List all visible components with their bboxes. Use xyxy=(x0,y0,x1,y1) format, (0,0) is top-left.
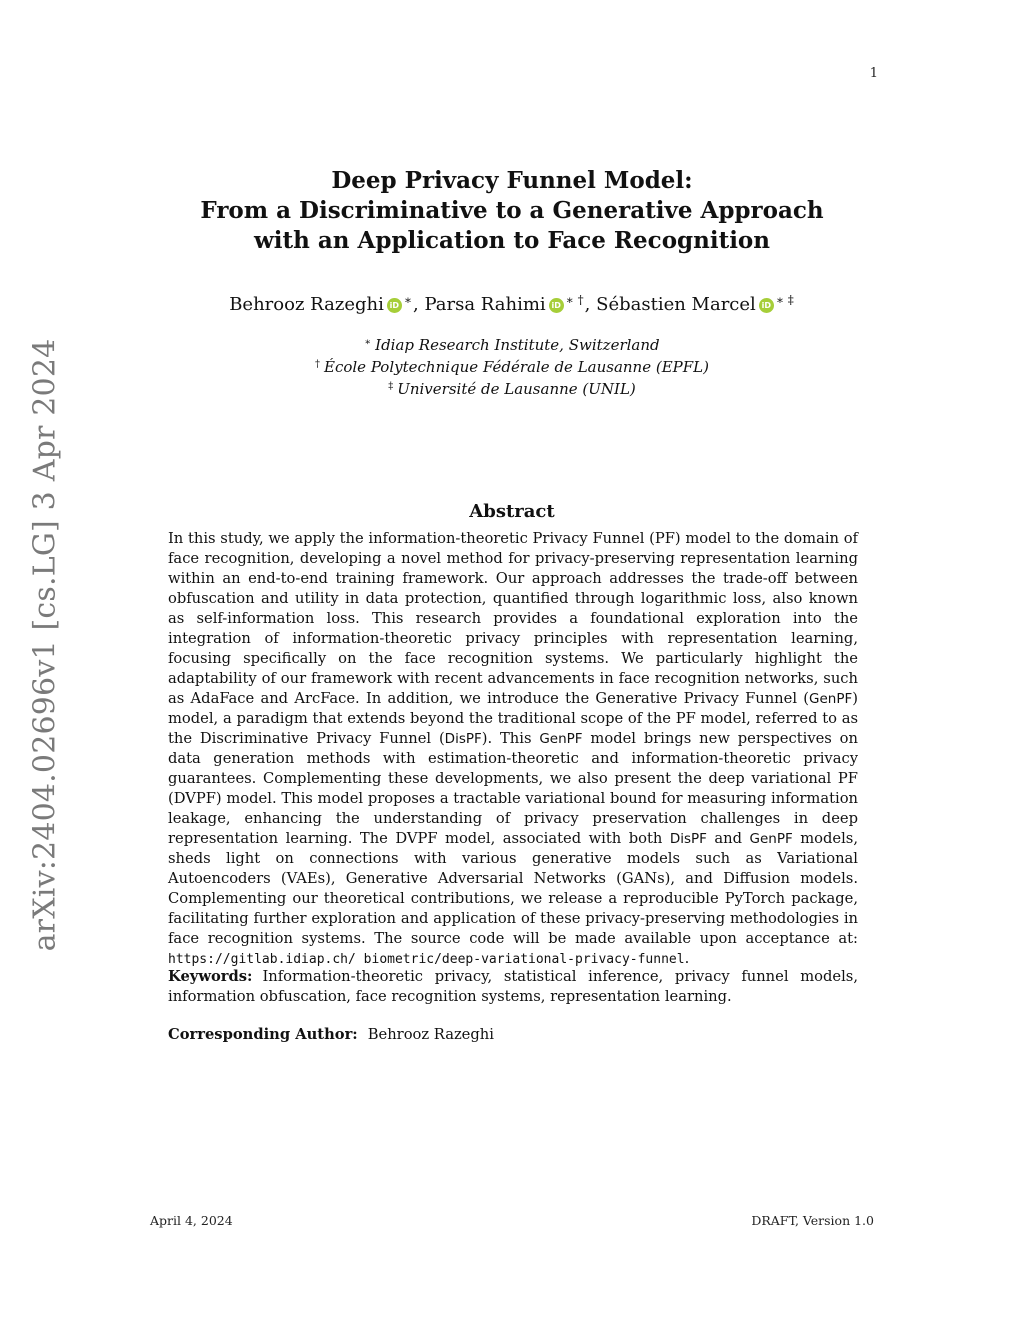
abstract-text: ) model, a paradigm that extends beyond the traditional scope of the PF model, referred to as the Discriminative Privacy Funnel ( xyxy=(168,690,858,747)
abstract-text: . xyxy=(684,950,690,967)
affiliation-text: École Polytechnique Fédérale de Lausanne (EPFL) xyxy=(324,358,709,376)
genpf-term: GenPF xyxy=(809,691,853,707)
abstract-text: models, sheds light on connections with various generative models such as Variational Autoencoders (VAEs), Generative Adversarial Networks (GANs), and Diffusion models. Complementing our theoretical contributions, we release a reproducible PyTorch package, facilitating further exploration and application of these privacy-preserving methodologies in face recognition systems. The source code will be made available upon acceptance at: xyxy=(168,830,859,947)
author-affiliation-mark: ∗ ‡ xyxy=(775,293,794,307)
keywords-section xyxy=(168,967,858,1007)
corresponding-author-section xyxy=(168,1026,858,1043)
author-separator: , xyxy=(584,294,597,315)
author-list xyxy=(150,293,874,315)
corresponding-author-name: Behrooz Razeghi xyxy=(367,1026,494,1043)
dispf-term: DisPF xyxy=(444,731,482,747)
paper-title xyxy=(150,166,874,256)
genpf-term: GenPF xyxy=(749,831,793,847)
abstract-heading: Abstract xyxy=(469,501,555,522)
affiliation-list xyxy=(150,333,874,399)
orcid-icon[interactable]: iD xyxy=(387,298,402,313)
source-code-link[interactable]: https://gitlab.idiap.ch/ biometric/deep-variational-privacy-funnel xyxy=(168,952,685,967)
abstract-text: model brings new perspectives on data generation methods with estimation-theoretic and information-theoretic privacy guarantees. Complementing these developments, we also present the deep variational PF (DVPF) model. This model proposes a tractable variational bound for measuring information leakage, enhancing the understanding of privacy preservation challenges in deep representation learning. The DVPF model, associated with both xyxy=(168,730,858,847)
affiliation-text: Idiap Research Institute, Switzerland xyxy=(375,336,660,354)
abstract-text: ). This xyxy=(481,730,540,747)
footer-date: April 4, 2024 xyxy=(150,1213,233,1228)
affiliation-text: Université de Lausanne (UNIL) xyxy=(397,380,636,398)
author-affiliation-mark: ∗ † xyxy=(565,293,584,307)
footer-version: DRAFT, Version 1.0 xyxy=(751,1213,874,1228)
abstract-text: In this study, we apply the information-theoretic Privacy Funnel (PF) model to the domain of face recognition, developing a novel method for privacy-preserving representation learning within an end-to-end training framework. Our approach addresses the trade-off between obfuscation and utility in data protection, quantified through logarithmic loss, also known as self-information loss. This research provides a foundational exploration into the integration of information-theoretic privacy principles with representation learning, focusing specifically on the face recognition systems. We particularly highlight the adaptability of our framework with recent advancements in face recognition networks, such as AdaFace and ArcFace. In addition, we introduce the Generative Privacy Funnel ( xyxy=(168,530,858,707)
dispf-term: DisPF xyxy=(669,831,707,847)
title-line-1: Deep Privacy Funnel Model: xyxy=(331,167,693,194)
corresponding-author-label: Corresponding Author: xyxy=(168,1026,358,1043)
orcid-icon[interactable]: iD xyxy=(549,298,564,313)
author-name: Sébastien Marcel xyxy=(596,294,756,315)
title-line-2: From a Discriminative to a Generative Approach xyxy=(200,197,824,224)
author-affiliation-mark: ∗ xyxy=(403,293,413,307)
abstract-body xyxy=(168,529,858,970)
abstract-text: and xyxy=(706,830,750,847)
affiliation xyxy=(150,355,874,377)
genpf-term: GenPF xyxy=(539,731,583,747)
keywords-label: Keywords: xyxy=(168,968,253,985)
page-number: 1 xyxy=(869,66,878,81)
author-separator: , xyxy=(413,294,425,315)
keywords-text: Information-theoretic privacy, statistical inference, privacy funnel models, information obfuscation, face recognition systems, representation learning. xyxy=(168,968,858,1005)
author-name: Parsa Rahimi xyxy=(424,294,546,315)
orcid-icon[interactable]: iD xyxy=(759,298,774,313)
arxiv-side-stamp: arXiv:2404.02696v1 [cs.LG] 3 Apr 2024 xyxy=(27,338,63,952)
affiliation xyxy=(150,377,874,399)
affiliation-mark: † xyxy=(315,359,320,370)
author-name: Behrooz Razeghi xyxy=(229,294,384,315)
title-line-3: with an Application to Face Recognition xyxy=(254,227,770,254)
affiliation-mark: ∗ xyxy=(364,337,372,348)
affiliation-mark: ‡ xyxy=(388,381,394,392)
affiliation xyxy=(150,333,874,355)
